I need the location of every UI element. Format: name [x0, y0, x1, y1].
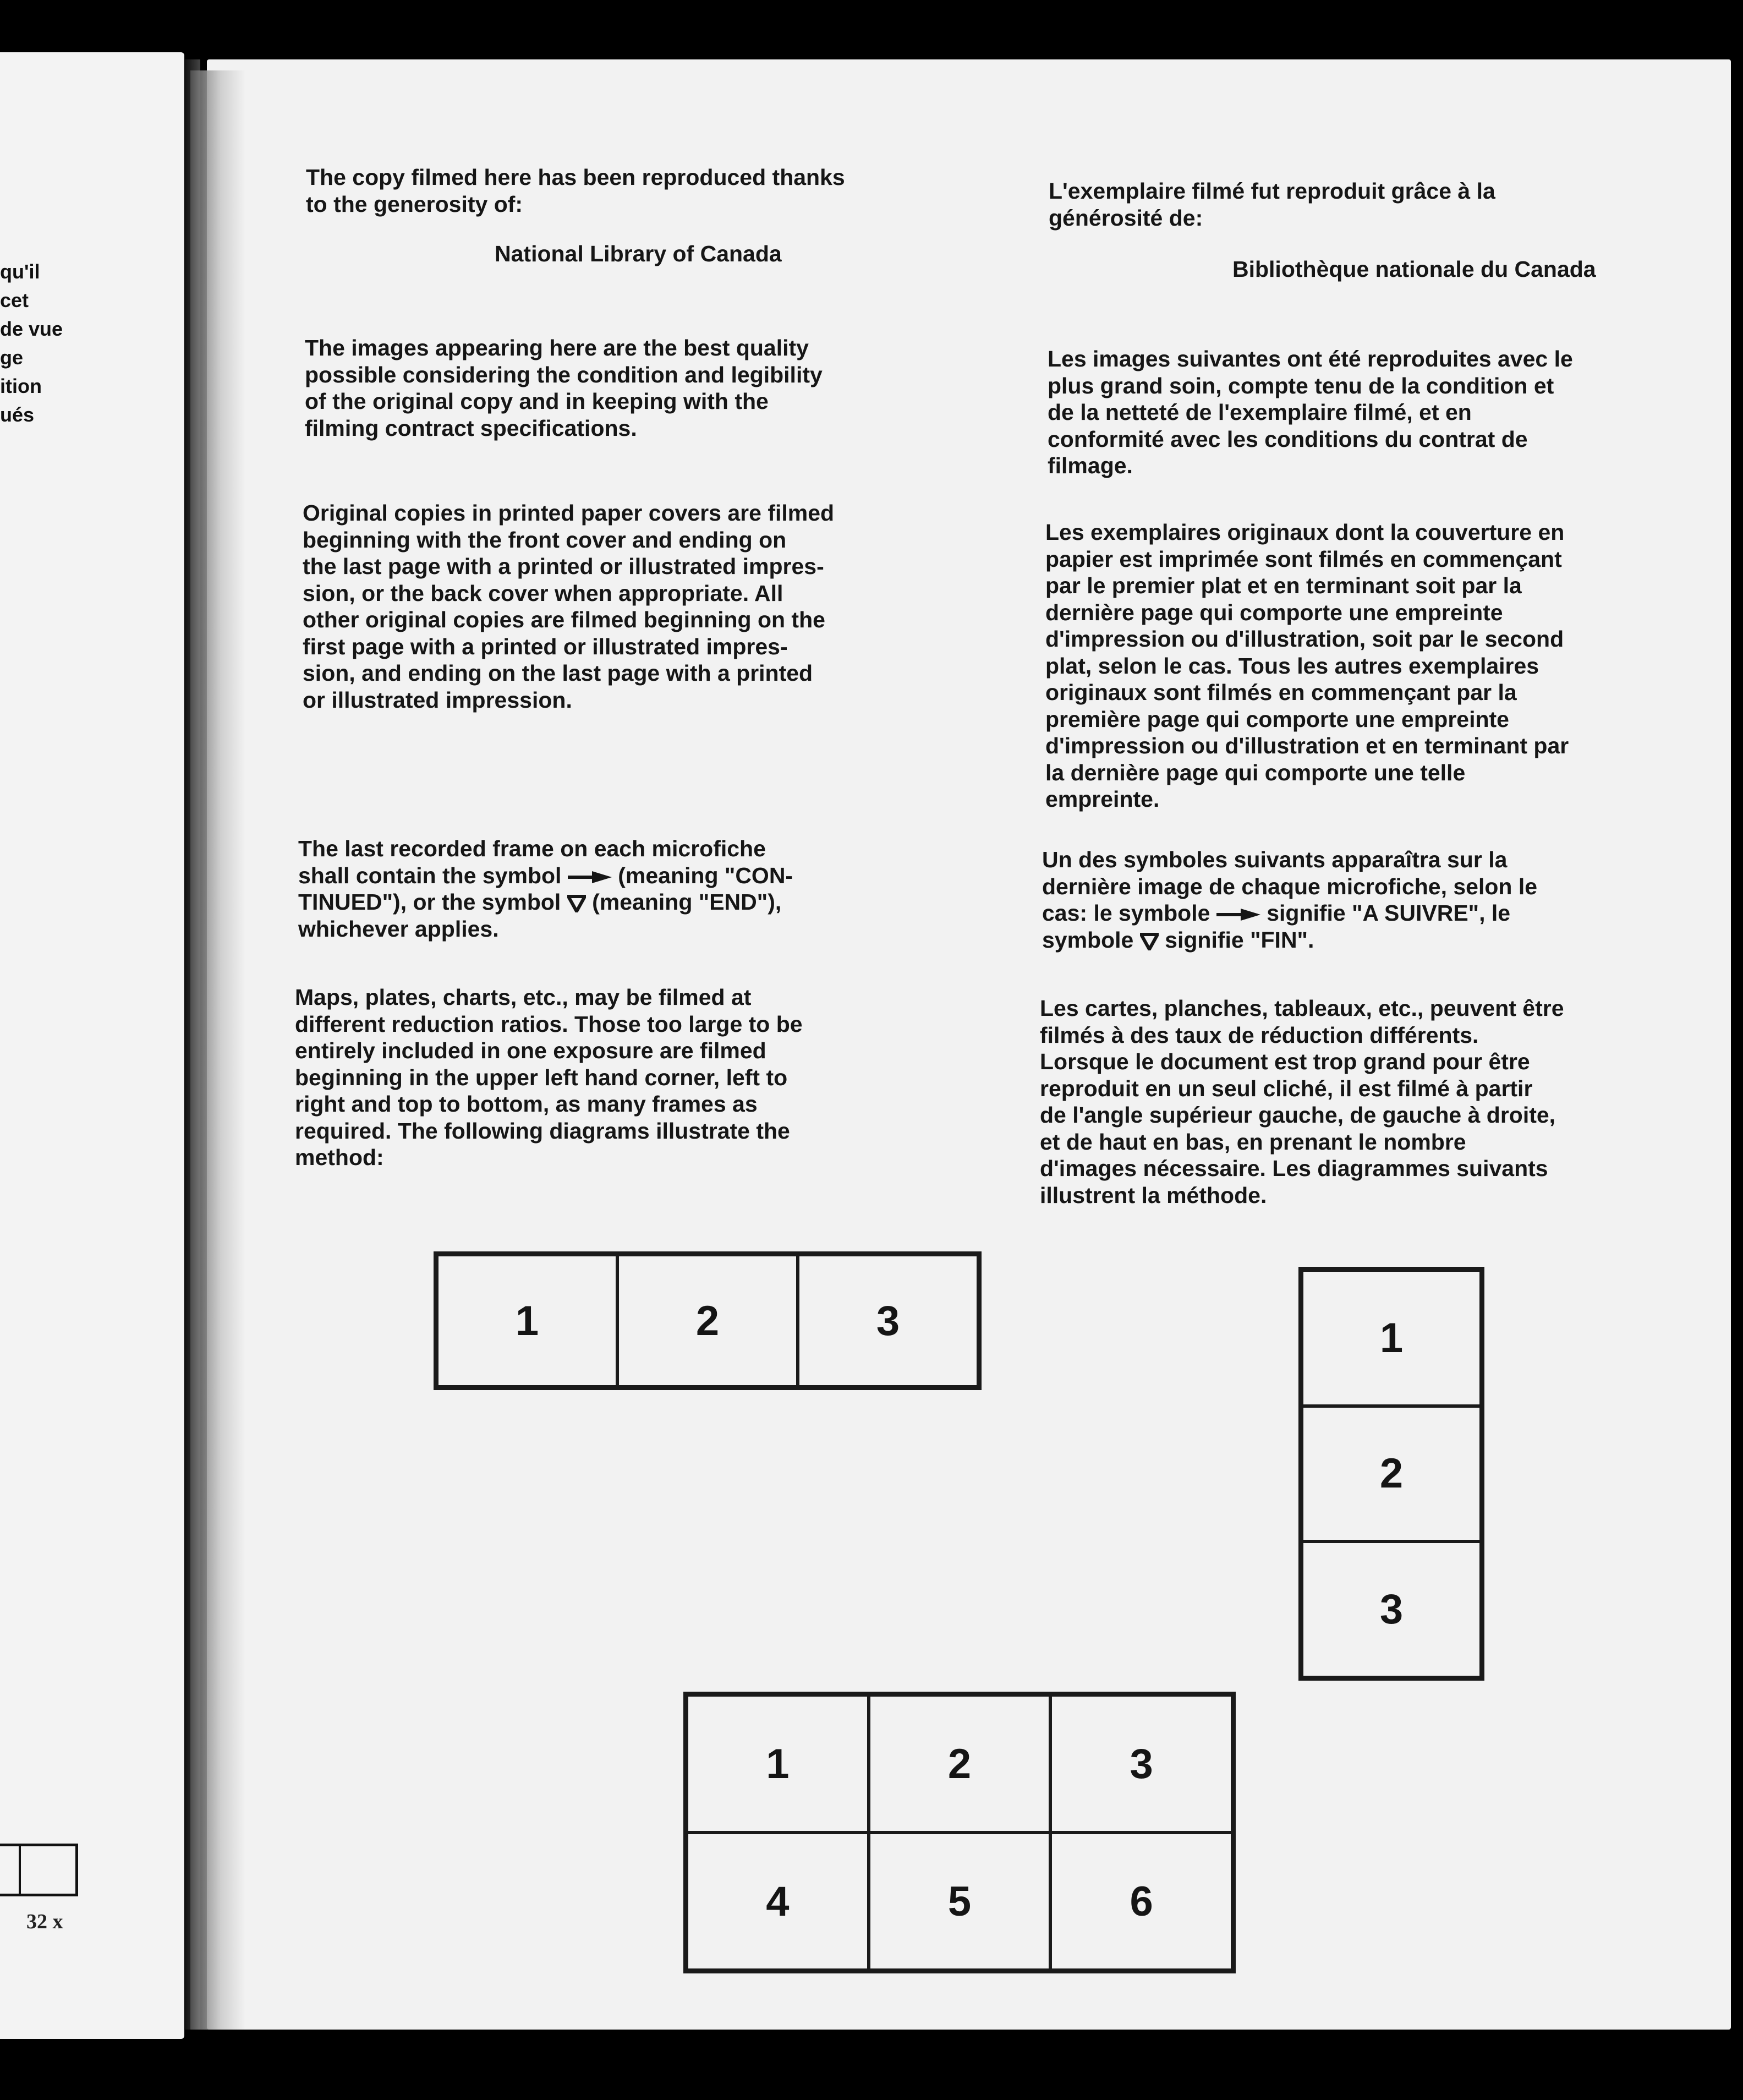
left-fragment: ition: [0, 375, 42, 397]
left-fragment: cet: [0, 289, 29, 311]
diagram-cell: 5: [869, 1833, 1051, 1970]
diagram-cell: 2: [869, 1695, 1051, 1833]
english-originals-paragraph: Original copies in printed paper covers are filmed beginning with the front cover and ending on the last page with a printed or illustrated impres- sion, or the back cover when appropriate. All other original copies are filmed beginning on the first page with a printed or illustrated impres- sion, and ending on the last page with a printed or illustrated impression.: [303, 500, 835, 713]
english-thanks: The copy filmed here has been reproduced thanks to the generosity of:: [306, 165, 845, 217]
continued-arrow-icon: [568, 871, 612, 883]
diagram-cell: 3: [1050, 1695, 1232, 1833]
diagram-cell: 3: [798, 1255, 978, 1387]
main-page: [207, 59, 1731, 2030]
horizontal-frame-diagram: [434, 1251, 982, 1390]
left-diagram-fragment: [0, 1844, 78, 1896]
vertical-frame-diagram: [1298, 1267, 1484, 1681]
french-institution: Bibliothèque nationale du Canada: [1232, 256, 1596, 282]
reduction-mark: 32 x: [26, 1910, 63, 1933]
diagram-cell: 2: [1302, 1406, 1481, 1542]
diagram-cell: 2: [617, 1255, 798, 1387]
english-maps-paragraph: Maps, plates, charts, etc., may be filmed at different reduction ratios. Those too large to be entirely included in one exposure are filmed beginning in the upper left hand corner, left to right and top to bottom, as many frames as required. The following diagrams illustrate the method:: [295, 985, 803, 1170]
left-fragment: de vue: [0, 318, 63, 340]
french-thanks: L'exemplaire filmé fut reproduit grâce à la générosité de:: [1049, 178, 1495, 231]
french-originals-paragraph: Les exemplaires originaux dont la couverture en papier est imprimée sont filmés en commençant par le premier plat et en terminant soit par la dernière page qui comporte une empreinte d'impression ou d'illustration, soit par le second plat, selon le cas. Tous les autres exemplaires originaux sont filmés en commençant par la première page qui comporte une empreinte d'impression ou d'illustration et en terminant par la dernière page qui comporte une telle empreinte.: [1045, 519, 1569, 812]
gutter-shadow: [190, 70, 245, 2030]
french-symbols-paragraph: Un des symboles suivants apparaîtra sur la dernière image de chaque microfiche, selon le cas: le symbole signifie "A SUIVRE", le symbole signifie "FIN".: [1042, 847, 1538, 953]
end-triangle-icon: [567, 895, 586, 912]
diagram-cell: 6: [1050, 1833, 1232, 1970]
diagram-cell: 1: [1302, 1270, 1481, 1406]
diagram-cell: 3: [1302, 1541, 1481, 1677]
diagram-cell: 4: [687, 1833, 869, 1970]
diagram-cell: 1: [687, 1695, 869, 1833]
left-fragment: qu'il: [0, 260, 40, 283]
french-maps-paragraph: Les cartes, planches, tableaux, etc., peuvent être filmés à des taux de réduction différents. Lorsque le document est trop grand pour être reproduit en un seul cliché, il est filmé à partir de l'angle supérieur gauche, de gauche à droite, et de haut en bas, en prenant le nombre d'images nécessaire. Les diagrammes suivants illustrent la méthode.: [1040, 996, 1564, 1208]
diagram-cell: 1: [437, 1255, 617, 1387]
previous-page-edge: [0, 52, 184, 2039]
left-fragment: ués: [0, 403, 35, 426]
english-quality-paragraph: The images appearing here are the best quality possible considering the condition and legibility of the original copy and in keeping with the filming contract specifications.: [305, 335, 823, 441]
left-fragment: ge: [0, 346, 24, 369]
english-symbols-paragraph: The last recorded frame on each microfiche shall contain the symbol (meaning "CON- TINUED"), or the symbol (meaning "END"), whichever applies.: [298, 836, 793, 942]
grid-frame-diagram: [683, 1692, 1236, 1973]
french-quality-paragraph: Les images suivantes ont été reproduites avec le plus grand soin, compte tenu de la condition et de la netteté de l'exemplaire filmé, et en conformité avec les conditions du contrat de filmage.: [1048, 346, 1573, 478]
english-institution: National Library of Canada: [495, 241, 782, 266]
end-triangle-icon: [1140, 933, 1159, 950]
continued-arrow-icon: [1216, 909, 1260, 921]
